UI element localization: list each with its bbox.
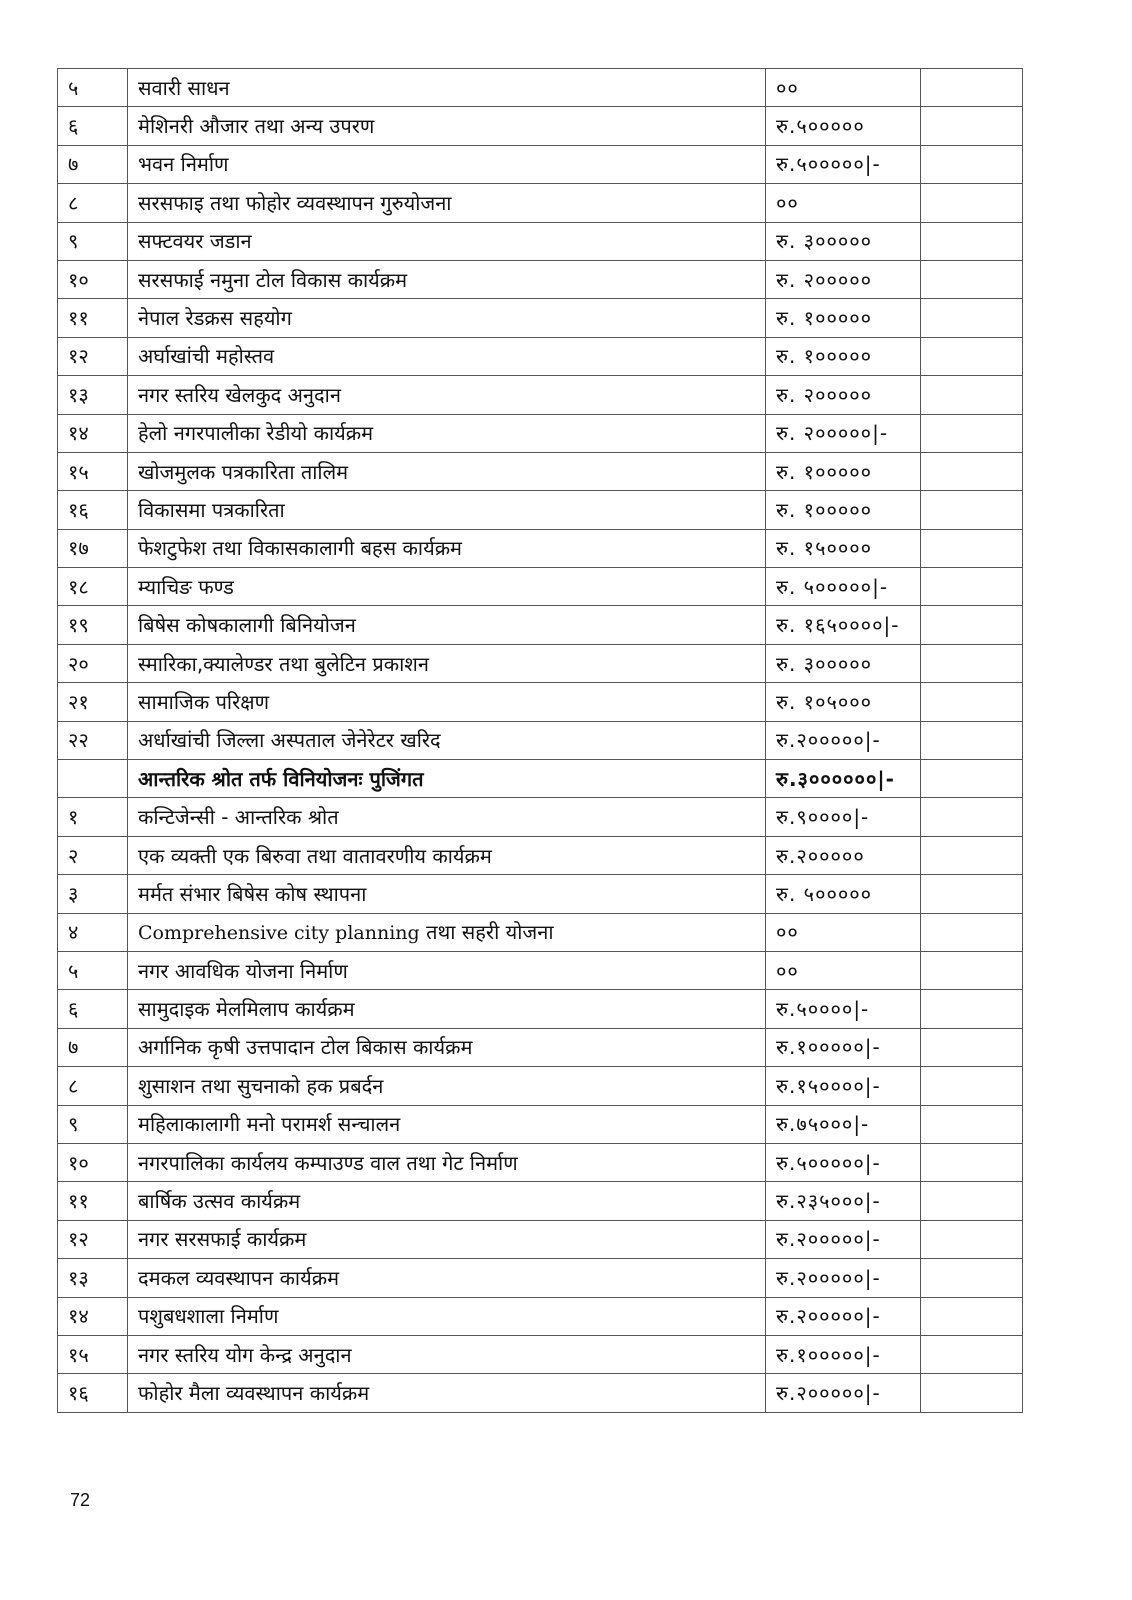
row-remarks bbox=[921, 299, 1023, 337]
row-item: फेशटुफेश तथा विकासकालागी बहस कार्यक्रम bbox=[128, 529, 766, 567]
table-row bbox=[58, 644, 1023, 682]
row-number: १४ bbox=[58, 1297, 128, 1335]
table-row bbox=[58, 913, 1023, 951]
row-amount: रु.९००००|- bbox=[766, 798, 921, 836]
table-row bbox=[58, 760, 1023, 798]
table-row bbox=[58, 1259, 1023, 1297]
row-amount: रु. १६५००००|- bbox=[766, 606, 921, 644]
row-item bbox=[128, 913, 766, 951]
row-remarks bbox=[921, 1297, 1023, 1335]
table-row bbox=[58, 836, 1023, 874]
table-row bbox=[58, 452, 1023, 490]
row-item: खोजमुलक पत्रकारिता तालिम bbox=[128, 452, 766, 490]
table-row bbox=[58, 721, 1023, 759]
row-amount: रु.१०००००|- bbox=[766, 1335, 921, 1373]
table-row bbox=[58, 683, 1023, 721]
table-row bbox=[58, 222, 1023, 260]
row-number: १९ bbox=[58, 606, 128, 644]
row-number: २ bbox=[58, 836, 128, 874]
row-amount: रु.५०००००|- bbox=[766, 1143, 921, 1181]
row-remarks bbox=[921, 568, 1023, 606]
table-row bbox=[58, 107, 1023, 145]
table-row bbox=[58, 875, 1023, 913]
row-remarks bbox=[921, 145, 1023, 183]
row-remarks bbox=[921, 491, 1023, 529]
row-number: १५ bbox=[58, 1335, 128, 1373]
row-number: ७ bbox=[58, 145, 128, 183]
row-remarks bbox=[921, 1105, 1023, 1143]
row-remarks bbox=[921, 337, 1023, 375]
row-number: ७ bbox=[58, 1028, 128, 1066]
row-remarks bbox=[921, 644, 1023, 682]
row-amount: रु.७५०००|- bbox=[766, 1105, 921, 1143]
row-remarks bbox=[921, 414, 1023, 452]
row-number: १३ bbox=[58, 1259, 128, 1297]
row-number: १६ bbox=[58, 491, 128, 529]
table-row bbox=[58, 145, 1023, 183]
row-item: आन्तरिक श्रोत तर्फ विनियोजनः पुजिंगत bbox=[128, 760, 766, 798]
row-item: कन्टिजेन्सी - आन्तरिक श्रोत bbox=[128, 798, 766, 836]
row-number: १ bbox=[58, 798, 128, 836]
table-row bbox=[58, 990, 1023, 1028]
row-item: सरसफाई नमुना टोल विकास कार्यक्रम bbox=[128, 260, 766, 298]
row-item: अर्धाखांची जिल्ला अस्पताल जेनेरेटर खरिद bbox=[128, 721, 766, 759]
table-row bbox=[58, 491, 1023, 529]
table-row bbox=[58, 1220, 1023, 1258]
table-row bbox=[58, 1105, 1023, 1143]
row-item: अर्गानिक कृषी उत्तपादान टोल बिकास कार्यक्रम bbox=[128, 1028, 766, 1066]
row-amount: ०० bbox=[766, 184, 921, 222]
table-row bbox=[58, 1143, 1023, 1181]
row-item: नगर सरसफाई कार्यक्रम bbox=[128, 1220, 766, 1258]
budget-table bbox=[57, 68, 1023, 1413]
row-remarks bbox=[921, 1182, 1023, 1220]
row-number: ३ bbox=[58, 875, 128, 913]
table-row bbox=[58, 951, 1023, 989]
row-remarks bbox=[921, 913, 1023, 951]
row-remarks bbox=[921, 1028, 1023, 1066]
row-number: १३ bbox=[58, 376, 128, 414]
row-item: दमकल व्यवस्थापन कार्यक्रम bbox=[128, 1259, 766, 1297]
row-number: १४ bbox=[58, 414, 128, 452]
row-remarks bbox=[921, 760, 1023, 798]
row-remarks bbox=[921, 452, 1023, 490]
row-number: २२ bbox=[58, 721, 128, 759]
row-remarks bbox=[921, 798, 1023, 836]
table-row bbox=[58, 1374, 1023, 1412]
row-amount: ०० bbox=[766, 69, 921, 107]
row-number: ११ bbox=[58, 299, 128, 337]
row-amount: रु. १५०००० bbox=[766, 529, 921, 567]
row-amount: रु. २००००० bbox=[766, 376, 921, 414]
row-number: ५ bbox=[58, 69, 128, 107]
table-row bbox=[58, 299, 1023, 337]
row-item: सवारी साधन bbox=[128, 69, 766, 107]
row-remarks bbox=[921, 836, 1023, 874]
table-row bbox=[58, 1297, 1023, 1335]
row-item: सफ्टवयर जडान bbox=[128, 222, 766, 260]
row-item: भवन निर्माण bbox=[128, 145, 766, 183]
row-item: म्याचिङ फण्ड bbox=[128, 568, 766, 606]
row-amount: ०० bbox=[766, 951, 921, 989]
row-amount: रु. ३००००० bbox=[766, 644, 921, 682]
row-item: सरसफाइ तथा फोहोर व्यवस्थापन गुरुयोजना bbox=[128, 184, 766, 222]
row-item: नगरपालिका कार्यलय कम्पाउण्ड वाल तथा गेट निर्माण bbox=[128, 1143, 766, 1181]
table-row bbox=[58, 184, 1023, 222]
table-row bbox=[58, 606, 1023, 644]
row-item-latin: Comprehensive city planning bbox=[138, 921, 420, 944]
row-number: १८ bbox=[58, 568, 128, 606]
row-item: शुसाशन तथा सुचनाको हक प्रबर्दन bbox=[128, 1067, 766, 1105]
row-remarks bbox=[921, 951, 1023, 989]
row-item: स्मारिका,क्यालेण्डर तथा बुलेटिन प्रकाशन bbox=[128, 644, 766, 682]
row-amount: रु. ५०००००|- bbox=[766, 568, 921, 606]
row-amount: रु.१५००००|- bbox=[766, 1067, 921, 1105]
row-item: सामाजिक परिक्षण bbox=[128, 683, 766, 721]
table-row bbox=[58, 376, 1023, 414]
row-remarks bbox=[921, 990, 1023, 1028]
row-remarks bbox=[921, 107, 1023, 145]
table-row bbox=[58, 798, 1023, 836]
row-number: ६ bbox=[58, 107, 128, 145]
table-row bbox=[58, 337, 1023, 375]
row-remarks bbox=[921, 260, 1023, 298]
row-number: १० bbox=[58, 260, 128, 298]
row-item: नगर आवधिक योजना निर्माण bbox=[128, 951, 766, 989]
row-remarks bbox=[921, 721, 1023, 759]
row-number: ८ bbox=[58, 184, 128, 222]
row-item: नगर स्तरिय खेलकुद अनुदान bbox=[128, 376, 766, 414]
table-row bbox=[58, 568, 1023, 606]
row-number: २० bbox=[58, 644, 128, 682]
row-item: पशुबधशाला निर्माण bbox=[128, 1297, 766, 1335]
table-row bbox=[58, 414, 1023, 452]
row-item: सामुदाइक मेलमिलाप कार्यक्रम bbox=[128, 990, 766, 1028]
table-row bbox=[58, 260, 1023, 298]
row-item: नेपाल रेडक्रस सहयोग bbox=[128, 299, 766, 337]
row-number: ६ bbox=[58, 990, 128, 1028]
row-item-text: तथा सहरी योजना bbox=[426, 919, 554, 944]
row-amount: रु. ३००००० bbox=[766, 222, 921, 260]
row-item: मर्मत संभार बिषेस कोष स्थापना bbox=[128, 875, 766, 913]
row-item: अर्घाखांची महोस्तव bbox=[128, 337, 766, 375]
table-row bbox=[58, 1182, 1023, 1220]
row-amount: रु.२००००० bbox=[766, 836, 921, 874]
row-remarks bbox=[921, 1067, 1023, 1105]
row-number: ८ bbox=[58, 1067, 128, 1105]
row-item: मेशिनरी औजार तथा अन्य उपरण bbox=[128, 107, 766, 145]
table-row bbox=[58, 1335, 1023, 1373]
row-amount: रु.१०००००|- bbox=[766, 1028, 921, 1066]
row-amount: रु. १००००० bbox=[766, 491, 921, 529]
row-remarks bbox=[921, 1374, 1023, 1412]
row-number: १७ bbox=[58, 529, 128, 567]
row-amount: रु. २००००० bbox=[766, 260, 921, 298]
row-item: एक व्यक्ती एक बिरुवा तथा वातावरणीय कार्यक्रम bbox=[128, 836, 766, 874]
row-number: ९ bbox=[58, 1105, 128, 1143]
row-remarks bbox=[921, 683, 1023, 721]
row-remarks bbox=[921, 1143, 1023, 1181]
row-number: १२ bbox=[58, 337, 128, 375]
row-amount: रु.२०००००|- bbox=[766, 1374, 921, 1412]
row-number: ११ bbox=[58, 1182, 128, 1220]
row-number bbox=[58, 760, 128, 798]
row-remarks bbox=[921, 376, 1023, 414]
row-amount: रु. २०००००|- bbox=[766, 414, 921, 452]
row-amount: रु.२०००००|- bbox=[766, 1220, 921, 1258]
row-item: नगर स्तरिय योग केन्द्र अनुदान bbox=[128, 1335, 766, 1373]
row-remarks bbox=[921, 1259, 1023, 1297]
row-number: १५ bbox=[58, 452, 128, 490]
row-remarks bbox=[921, 69, 1023, 107]
row-item: विकासमा पत्रकारिता bbox=[128, 491, 766, 529]
row-remarks bbox=[921, 222, 1023, 260]
table-row bbox=[58, 1067, 1023, 1105]
row-amount: रु.२०००००|- bbox=[766, 1259, 921, 1297]
row-amount: रु.२३५०००|- bbox=[766, 1182, 921, 1220]
row-amount: रु. १००००० bbox=[766, 452, 921, 490]
row-amount: रु.३००००००|- bbox=[766, 760, 921, 798]
row-number: ४ bbox=[58, 913, 128, 951]
row-amount: रु.२०००००|- bbox=[766, 721, 921, 759]
row-remarks bbox=[921, 529, 1023, 567]
row-amount: रु. १०५००० bbox=[766, 683, 921, 721]
row-amount: रु.५००००|- bbox=[766, 990, 921, 1028]
row-remarks bbox=[921, 606, 1023, 644]
row-item: बिषेस कोषकालागी बिनियोजन bbox=[128, 606, 766, 644]
row-amount: रु. ५००००० bbox=[766, 875, 921, 913]
row-item: फोहोर मैला व्यवस्थापन कार्यक्रम bbox=[128, 1374, 766, 1412]
row-remarks bbox=[921, 1220, 1023, 1258]
row-item: बार्षिक उत्सव कार्यक्रम bbox=[128, 1182, 766, 1220]
row-remarks bbox=[921, 184, 1023, 222]
table-row bbox=[58, 69, 1023, 107]
row-amount: रु. १००००० bbox=[766, 299, 921, 337]
row-number: २१ bbox=[58, 683, 128, 721]
row-number: १२ bbox=[58, 1220, 128, 1258]
row-amount: रु.५००००० bbox=[766, 107, 921, 145]
table-row bbox=[58, 1028, 1023, 1066]
row-remarks bbox=[921, 875, 1023, 913]
row-amount: ०० bbox=[766, 913, 921, 951]
row-remarks bbox=[921, 1335, 1023, 1373]
row-number: १० bbox=[58, 1143, 128, 1181]
row-item: महिलाकालागी मनो परामर्श सन्चालन bbox=[128, 1105, 766, 1143]
row-amount: रु. १००००० bbox=[766, 337, 921, 375]
page-number: 72 bbox=[70, 1490, 91, 1510]
row-number: ५ bbox=[58, 951, 128, 989]
row-number: १६ bbox=[58, 1374, 128, 1412]
table-row bbox=[58, 529, 1023, 567]
row-item: हेलो नगरपालीका रेडीयो कार्यक्रम bbox=[128, 414, 766, 452]
row-amount: रु.२०००००|- bbox=[766, 1297, 921, 1335]
row-amount: रु.५०००००|- bbox=[766, 145, 921, 183]
row-number: ९ bbox=[58, 222, 128, 260]
